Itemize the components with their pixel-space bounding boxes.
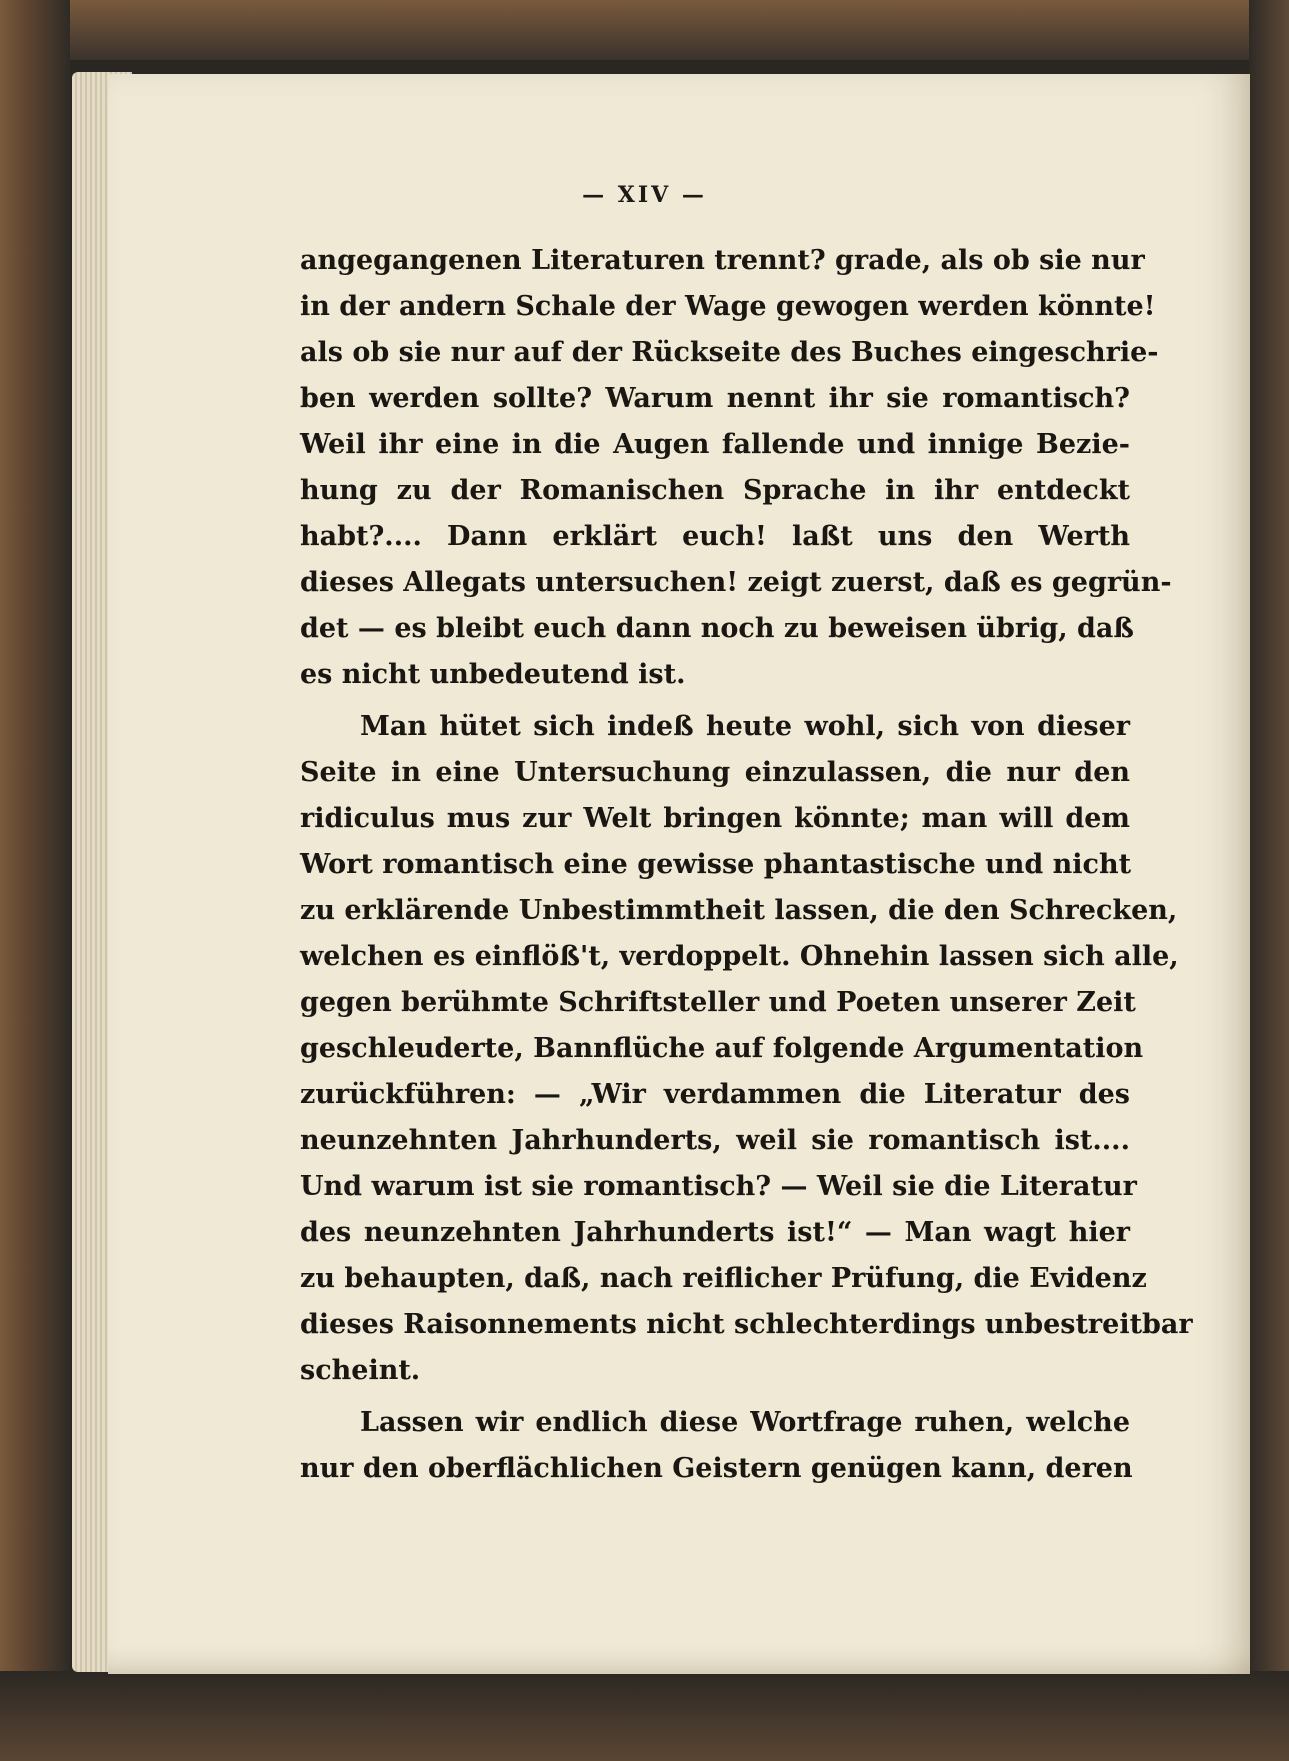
text-line: Lassen wir endlich diese Wortfrage ruhen, welche (360, 1407, 1130, 1438)
paragraph (300, 238, 1172, 698)
text-line: des neunzehnten Jahrhunderts ist!“ — Man wagt hier (300, 1217, 1130, 1248)
book-cover-left (0, 0, 70, 1761)
text-line: Seite in eine Untersuchung einzulassen, die nur den (300, 757, 1130, 788)
text-line: Weil ihr eine in die Augen fallende und innige Bezie- (300, 429, 1130, 460)
text-line: Und warum ist sie romantisch? — Weil sie die Literatur (300, 1171, 1137, 1202)
text-line: zurückführen: — „Wir verdammen die Literatur des (300, 1079, 1130, 1110)
text-line: ridiculus mus zur Welt bringen könnte; man will dem (300, 803, 1130, 834)
page-number: — XIV — (582, 182, 707, 208)
text-line: det — es bleibt euch dann noch zu beweisen übrig, daß (300, 613, 1134, 644)
text-line: gegen berühmte Schriftsteller und Poeten unserer Zeit (300, 987, 1136, 1018)
text-line: als ob sie nur auf der Rückseite des Buches eingeschrie- (300, 337, 1159, 368)
text-line: geschleuderte, Bannflüche auf folgende Argumentation (300, 1033, 1144, 1064)
book-cover-right (1249, 0, 1289, 1761)
text-line: in der andern Schale der Wage gewogen werden könnte! (300, 291, 1156, 322)
text-line: dieses Raisonnements nicht schlechterdings unbestreitbar (300, 1309, 1193, 1340)
text-line: zu behaupten, daß, nach reiflicher Prüfung, die Evidenz (300, 1263, 1147, 1294)
text-line: neunzehnten Jahrhunderts, weil sie romantisch ist.... (300, 1125, 1130, 1156)
paragraph (300, 704, 1193, 1394)
text-line: es nicht unbedeutend ist. (300, 659, 686, 690)
body-text (300, 238, 1193, 1492)
text-line: angegangenen Literaturen trennt? grade, als ob sie nur (300, 245, 1145, 276)
text-line: habt?.... Dann erklärt euch! laßt uns den Werth (300, 521, 1130, 552)
text-line: dieses Allegats untersuchen! zeigt zuerst, daß es gegrün- (300, 567, 1172, 598)
text-line: scheint. (300, 1355, 421, 1386)
text-line: hung zu der Romanischen Sprache in ihr entdeckt (300, 475, 1130, 506)
book-cover-bottom (0, 1671, 1289, 1761)
text-line: nur den oberflächlichen Geistern genügen kann, deren (300, 1453, 1133, 1484)
text-line: Man hütet sich indeß heute wohl, sich von dieser (360, 711, 1130, 742)
text-line: welchen es einflöß't, verdoppelt. Ohnehin lassen sich alle, (300, 941, 1179, 972)
text-line: zu erklärende Unbestimmtheit lassen, die den Schrecken, (300, 895, 1178, 926)
text-line: ben werden sollte? Warum nennt ihr sie romantisch? (300, 383, 1130, 414)
text-line: Wort romantisch eine gewisse phantastische und nicht (300, 849, 1132, 880)
paragraph (300, 1400, 1133, 1492)
book-cover-top (0, 0, 1289, 60)
